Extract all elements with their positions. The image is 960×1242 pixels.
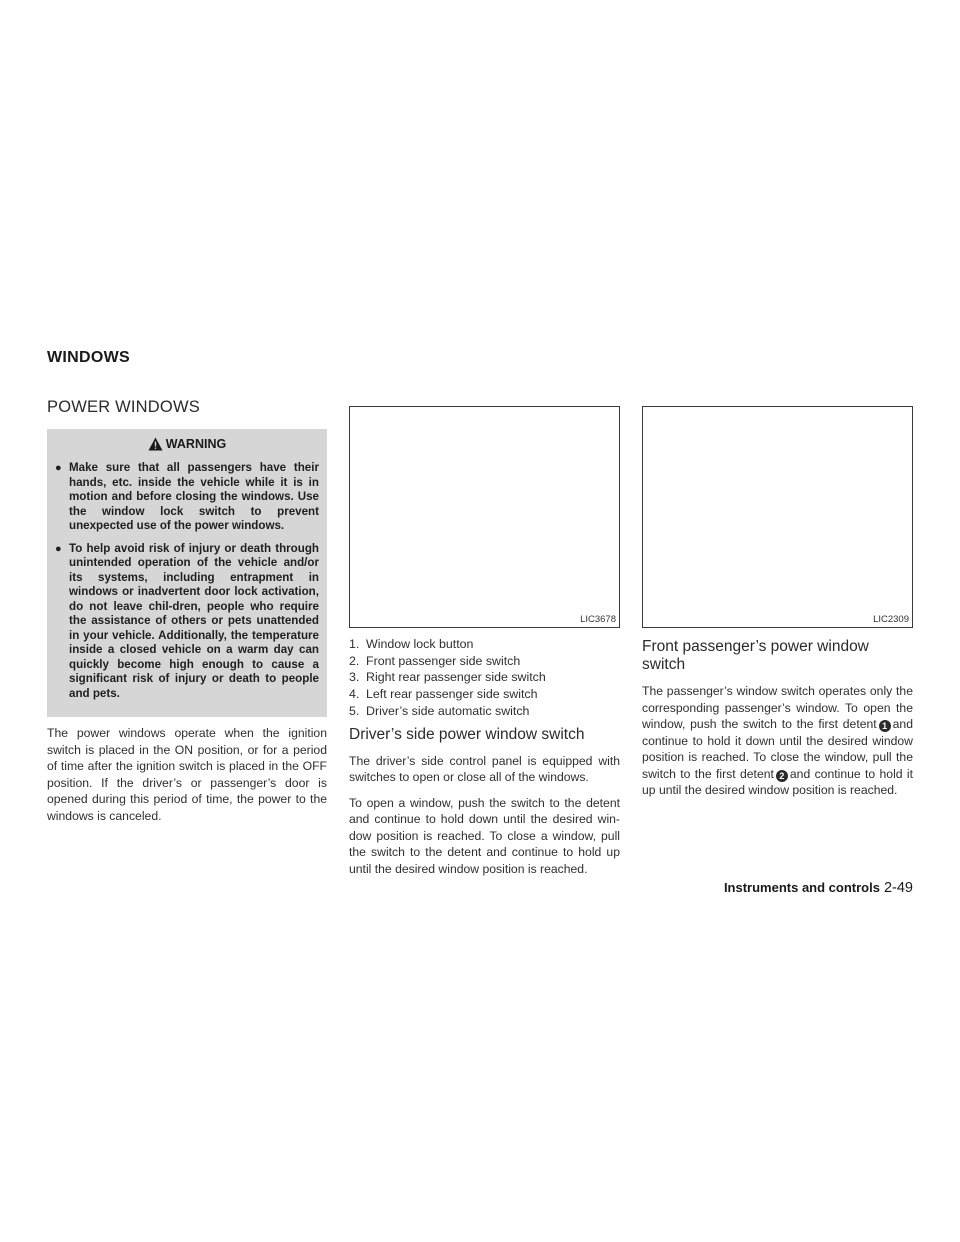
list-item: 5. Driver’s side automatic switch	[349, 703, 530, 718]
warning-box	[47, 429, 327, 717]
bullet-icon: ●	[55, 462, 62, 474]
warning-item-text: Make sure that all passengers have their hands, etc. inside the vehicle while it is in motion and before closing the windows. Use the window lock switch to prevent unexpected use of the power windows.	[69, 461, 319, 532]
passenger-switch-figure	[642, 406, 913, 628]
circled-number-2-icon: 2	[776, 770, 788, 782]
warning-item-text: To help avoid risk of injury or death through unintended operation of the vehicle and/or its systems, including entrapment in windows or inadvertent door lock activation, do not leave chil-dren, people who require the assistance of others or pets unattended in your vehicle. Additionally, the temperature inside a closed vehicle on a warm day can quickly become high enough to cause a significant risk of injury or death to people and pets.	[69, 541, 319, 700]
column-left	[47, 398, 327, 833]
column-right	[642, 406, 913, 808]
passenger-switch-para: The passenger’s window switch operates only the corresponding passenger’s window. To open the window, push the switch to the first detent 1 and continue to hold it down until the desired window position is reached. To close the window, pull the switch to the first detent 2 and continue to hold it up until the desired window position is reached.	[642, 684, 913, 797]
circled-number-1-icon: 1	[879, 720, 891, 732]
column-middle	[349, 406, 620, 886]
passenger-switch-heading: Front passenger’s power window switch	[642, 638, 869, 673]
warning-item	[55, 542, 319, 702]
power-windows-title: POWER WINDOWS	[47, 398, 200, 416]
page-footer	[724, 880, 913, 896]
list-item: 1. Window lock button	[349, 637, 474, 651]
warning-item	[55, 461, 319, 534]
warning-title	[55, 437, 319, 451]
footer-section-title: Instruments and controls	[723, 880, 880, 895]
warning-triangle-icon	[148, 437, 163, 451]
power-windows-body: The power windows operate when the ignition switch is placed in the ON position, or for a period of time after the ignition switch is placed in the OFF position. If the driver’s or passenger’s door is opened during this period of time, the power to the windows is canceled.	[47, 726, 327, 823]
driver-switch-heading: Driver’s side power window switch	[349, 725, 585, 743]
figure-code: LIC2309	[873, 614, 909, 625]
section-heading: WINDOWS	[47, 349, 130, 366]
bullet-icon: ●	[55, 542, 62, 555]
figure-code: LIC3678	[580, 614, 616, 625]
page-number: 2-49	[883, 880, 913, 896]
driver-switch-para2: To open a window, push the switch to the detent and continue to hold down until the desired win-dow position is reached. To close a window, pull the switch to the detent and continue to hold up until the desired window position is reached.	[349, 795, 620, 876]
figure-legend-list	[349, 636, 620, 720]
list-item: 3. Right rear passenger side switch	[349, 670, 546, 685]
list-item: 4. Left rear passenger side switch	[349, 687, 538, 702]
driver-switch-para1: The driver’s side control panel is equipped with switches to open or close all of the windows.	[349, 753, 620, 785]
warning-label: WARNING	[165, 437, 227, 451]
list-item: 2. Front passenger side switch	[349, 653, 521, 668]
driver-switch-figure	[349, 406, 620, 628]
